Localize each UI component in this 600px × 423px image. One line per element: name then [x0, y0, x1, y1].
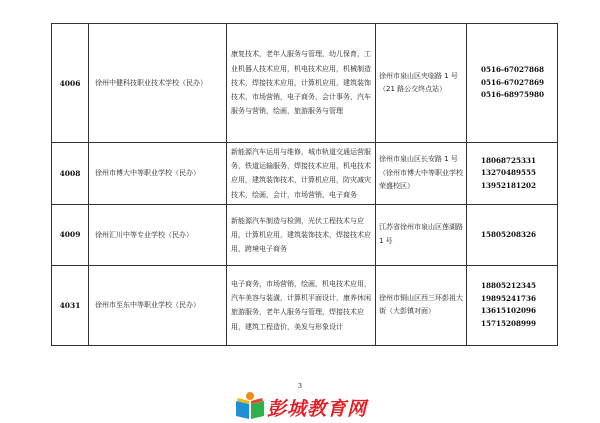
- school-name: 徐州汇川中等专业学校（民办）: [89, 204, 227, 265]
- school-address: 江苏省徐州市泉山区莲湖路 1 号: [376, 204, 467, 265]
- school-code: 4006: [52, 24, 89, 143]
- phone-number: 13270489555: [481, 168, 537, 178]
- school-code: 4009: [52, 204, 89, 265]
- school-majors: 康复技术，老年人服务与管理，幼儿保育，工业机器人技术应用，机电技术应用，机械制造技术，焊接技术应用，计算机应用，建筑装饰技术，市场营销，电子商务，会计事务，汽车服务与营销，绘画，旅游服务与管理: [227, 24, 376, 143]
- school-majors: 电子商务，市场营销，绘画，机电技术应用，汽车美容与装潢，计算机平面设计，康养休闲旅游服务，老年人服务与管理，焊接技术应用，建筑工程造价，美发与形象设计: [227, 265, 376, 345]
- table-row: [52, 265, 558, 345]
- school-phones: [467, 204, 558, 265]
- phone-number: 18805212345: [481, 281, 537, 291]
- phone-number: 0516-67027868: [481, 65, 544, 75]
- site-logo[interactable]: [234, 391, 369, 421]
- school-name: 徐州中健科技职业技术学校（民办）: [89, 24, 227, 143]
- logo-text: 彭城教育网: [267, 398, 368, 420]
- school-phones: [467, 24, 558, 143]
- phone-number: 15805208326: [481, 229, 537, 239]
- schools-table: [51, 23, 558, 346]
- phone-number: 18068725331: [481, 155, 537, 165]
- page-number: 3: [297, 382, 303, 390]
- table-row: [52, 143, 558, 205]
- phone-number: 13615102096: [481, 306, 537, 316]
- phone-number: 15715208999: [481, 318, 537, 328]
- phone-number: 13952181202: [481, 180, 537, 190]
- school-majors: 新能源汽车制造与检测，光伏工程技术与应用，计算机应用，建筑装饰技术，焊接技术应用，跨境电子商务: [227, 204, 376, 265]
- school-address: 徐州市泉山区夹临路 1 号（21 路公交终点站）: [376, 24, 467, 143]
- table-row: [52, 204, 558, 265]
- school-majors: 新能源汽车运用与维修，城市轨道交通运营服务，铁道运输服务，焊接技术应用，机电技术应用，建筑装饰技术，计算机应用，防灾减灾技术，绘画，会计，市场营销，电子商务: [227, 143, 376, 205]
- school-phones: [467, 143, 558, 205]
- school-address: 徐州市铜山区西三环彭祖大街（大彭镇对面）: [376, 265, 467, 345]
- school-name: 徐州市博大中等职业学校（民办）: [89, 143, 227, 205]
- school-code: 4031: [52, 265, 89, 345]
- book-icon: [234, 391, 266, 421]
- phone-number: 0516-67027869: [481, 77, 544, 87]
- school-code: 4008: [52, 143, 89, 205]
- school-phones: [467, 265, 558, 345]
- school-address: 徐州市泉山区长安路 1 号（徐州市博大中等职业学校荣盛校区）: [376, 143, 467, 205]
- phone-number: 0516-68975980: [481, 90, 544, 100]
- table-row: [52, 24, 558, 143]
- phone-number: 19895241736: [481, 293, 537, 303]
- school-name: 徐州市至东中等职业学校（民办）: [89, 265, 227, 345]
